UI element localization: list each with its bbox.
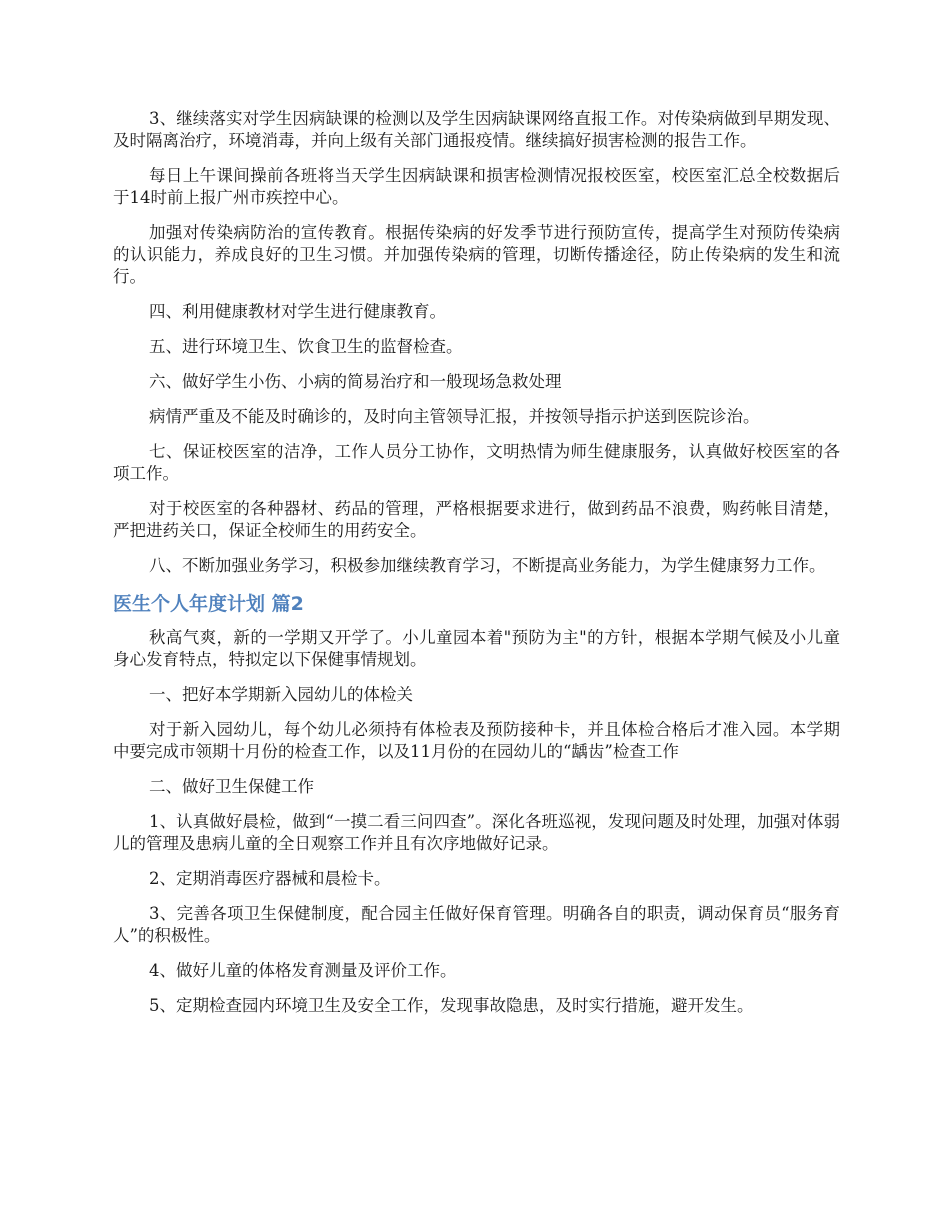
- paragraph: 每日上午课间操前各班将当天学生因病缺课和损害检测情况报校医室，校医室汇总全校数据后于14时前上报广州市疾控中心。: [113, 166, 840, 207]
- paragraph: 对于新入园幼儿，每个幼儿必须持有体检表及预防接种卡，并且体检合格后才准入园。本学期中要完成市领期十月份的检查工作，以及11月份的在园幼儿的“龋齿”检查工作: [113, 720, 840, 761]
- paragraph: 四、利用健康教材对学生进行健康教育。: [149, 302, 446, 321]
- paragraph: 4、做好儿童的体格发育测量及评价工作。: [149, 961, 457, 980]
- paragraph: 二、做好卫生保健工作: [149, 777, 314, 796]
- paragraph: 八、不断加强业务学习，积极参加继续教育学习，不断提高业务能力，为学生健康努力工作。: [149, 556, 826, 575]
- paragraph: 五、进行环境卫生、饮食卫生的监督检查。: [149, 337, 463, 356]
- paragraph: 对于校医室的各种器材、药品的管理，严格根据要求进行，做到药品不浪费，购药帐目清楚，严把进药关口，保证全校师生的用药安全。: [113, 499, 840, 540]
- paragraph: 1、认真做好晨检，做到“一摸二看三问四查”。深化各班巡视，发现问题及时处理，加强对体弱儿的管理及患病儿童的全日观察工作并且有次序地做好记录。: [113, 812, 840, 853]
- paragraph: 六、做好学生小伤、小病的简易治疗和一般现场急救处理: [149, 372, 562, 391]
- section-heading: 医生个人年度计划 篇2: [113, 593, 304, 615]
- document-page: [113, 108, 840, 1030]
- paragraph: 5、定期检查园内环境卫生及安全工作，发现事故隐患，及时实行措施，避开发生。: [149, 996, 754, 1015]
- paragraph: 一、把好本学期新入园幼儿的体检关: [149, 685, 413, 704]
- paragraph: 3、继续落实对学生因病缺课的检测以及学生因病缺课网络直报工作。对传染病做到早期发现、及时隔离治疗，环境消毒，并向上级有关部门通报疫情。继续搞好损害检测的报告工作。: [113, 109, 840, 150]
- paragraph: 病情严重及不能及时确诊的，及时向主管领导汇报，并按领导指示护送到医院诊治。: [149, 407, 760, 426]
- paragraph: 3、完善各项卫生保健制度，配合园主任做好保育管理。明确各自的职责，调动保育员“服务育人”的积极性。: [113, 904, 840, 945]
- paragraph: 七、保证校医室的洁净，工作人员分工协作，文明热情为师生健康服务，认真做好校医室的各项工作。: [113, 442, 840, 483]
- paragraph: 2、定期消毒医疗器械和晨检卡。: [149, 869, 391, 888]
- paragraph: 秋高气爽，新的一学期又开学了。小儿童园本着"预防为主"的方针，根据本学期气候及小儿童身心发育特点，特拟定以下保健事情规划。: [113, 628, 840, 669]
- paragraph: 加强对传染病防治的宣传教育。根据传染病的好发季节进行预防宣传，提高学生对预防传染病的认识能力，养成良好的卫生习惯。并加强传染病的管理，切断传播途径，防止传染病的发生和流行。: [113, 223, 840, 286]
